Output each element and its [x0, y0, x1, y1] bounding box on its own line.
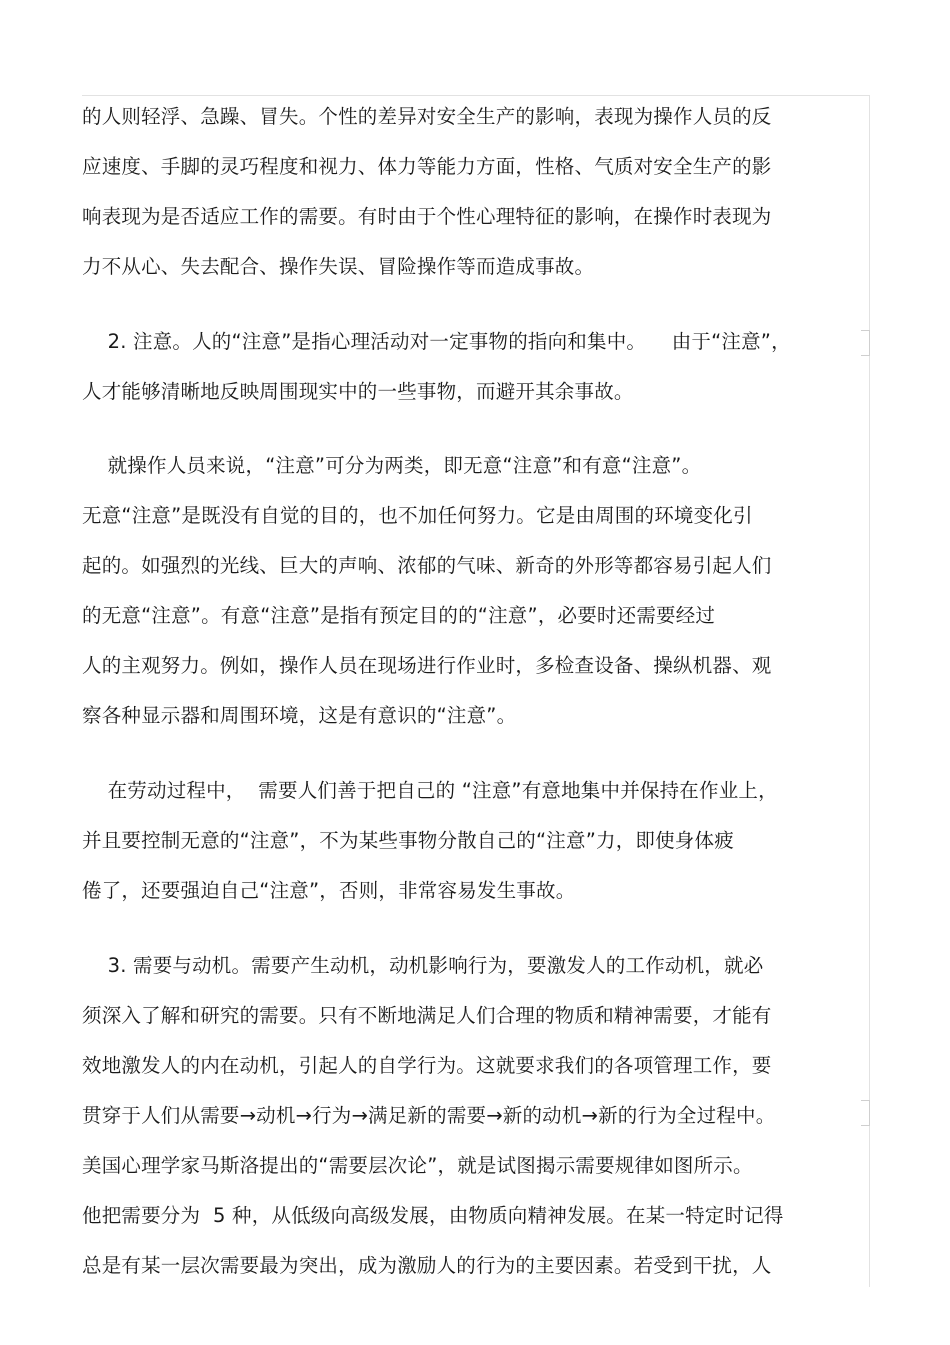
text-line: 美国心理学家马斯洛提出的“需要层次论”，就是试图揭示需要规律如图所示。: [82, 1154, 753, 1177]
text-line: 倦了，还要强迫自己“注意”，否则，非常容易发生事故。: [82, 879, 576, 902]
text-line: 的无意“注意”。有意“注意”是指有预定目的的“注意”，必要时还需要经过: [82, 604, 716, 627]
text-line: 总是有某一层次需要最为突出，成为激励人的行为的主要因素。若受到干扰，人: [82, 1254, 772, 1277]
page-edge-mark: [861, 330, 870, 356]
text-line: 无意“注意”是既没有自觉的目的，也不加任何努力。它是由周围的环境变化引: [82, 504, 753, 527]
page-border-top: [82, 95, 869, 96]
text-line: 在劳动过程中， 需要人们善于把自己的 “注意”有意地集中并保持在作业上，: [82, 779, 778, 802]
text-line: 须深入了解和研究的需要。只有不断地满足人们合理的物质和精神需要，才能有: [82, 1004, 772, 1027]
text-line: 贯穿于人们从需要→动机→行为→满足新的需要→新的动机→新的行为全过程中。: [82, 1104, 776, 1127]
text-line: 响表现为是否适应工作的需要。有时由于个性心理特征的影响，在操作时表现为: [82, 205, 772, 228]
text-line: 察各种显示器和周围环境，这是有意识的“注意”。: [82, 704, 517, 727]
text-line: 3. 需要与动机。需要产生动机，动机影响行为，要激发人的工作动机，就必: [82, 954, 764, 977]
text-line: 应速度、手脚的灵巧程度和视力、体力等能力方面，性格、气质对安全生产的影: [82, 155, 772, 178]
text-line: 并且要控制无意的“注意”，不为某些事物分散自己的“注意”力，即使身体疲: [82, 829, 734, 852]
text-line: 就操作人员来说，“注意”可分为两类，即无意“注意”和有意“注意”。: [82, 454, 702, 477]
page-edge-mark: [861, 1100, 870, 1126]
text-line: 力不从心、失去配合、操作失误、冒险操作等而造成事故。: [82, 255, 595, 278]
text-line: 效地激发人的内在动机，引起人的自学行为。这就要求我们的各项管理工作，要: [82, 1054, 772, 1077]
text-line: 起的。如强烈的光线、巨大的声响、浓郁的气味、新奇的外形等都容易引起人们: [82, 554, 772, 577]
text-line: 人才能够清晰地反映周围现实中的一些事物，而避开其余事故。: [82, 380, 634, 403]
text-line: 他把需要分为 5 种，从低级向高级发展，由物质向精神发展。在某一特定时记得: [82, 1204, 784, 1227]
text-line: 人的主观努力。例如，操作人员在现场进行作业时，多检查设备、操纵机器、观: [82, 654, 772, 677]
text-line: 2. 注意。人的“注意”是指心理活动对一定事物的指向和集中。 由于“注意”，: [82, 330, 791, 353]
text-line: 的人则轻浮、急躁、冒失。个性的差异对安全生产的影响，表现为操作人员的反: [82, 105, 772, 128]
